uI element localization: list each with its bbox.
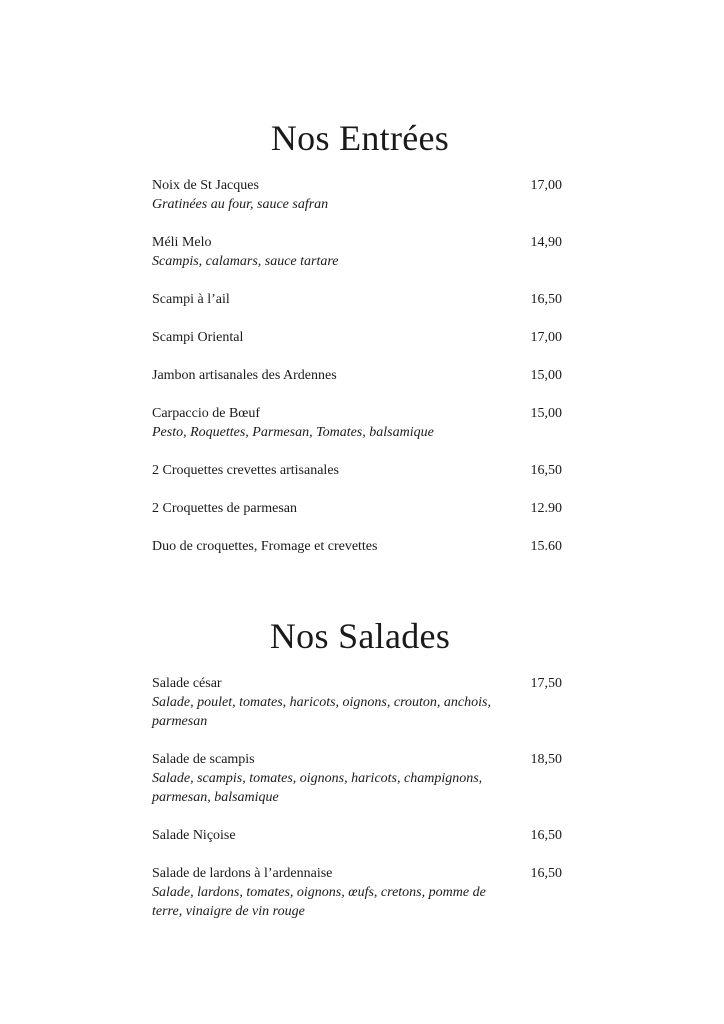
item-description: Salade, poulet, tomates, haricots, oignons, crouton, anchois, parmesan <box>152 695 491 729</box>
menu-item <box>152 176 562 214</box>
section-entrees <box>152 116 562 575</box>
item-price: 17,00 <box>530 178 562 193</box>
item-description: Salade, lardons, tomates, oignons, œufs, cretons, pomme de terre, vinaigre de vin rouge <box>152 885 486 919</box>
menu-item <box>152 864 562 921</box>
item-price: 14,90 <box>530 235 562 250</box>
item-name: Scampi Oriental <box>152 330 244 345</box>
menu-item <box>152 750 562 807</box>
section-title-salades: Nos Salades <box>269 616 451 656</box>
item-name: Scampi à l’ail <box>152 292 230 307</box>
item-price: 15,00 <box>530 406 562 421</box>
item-name: Noix de St Jacques <box>152 178 259 193</box>
entrees-list <box>152 176 562 556</box>
item-name: Duo de croquettes, Fromage et crevettes <box>152 539 378 554</box>
item-name: Salade Niçoise <box>152 828 236 843</box>
item-price: 12.90 <box>530 501 562 516</box>
item-name: Salade de lardons à l’ardennaise <box>152 866 333 881</box>
item-price: 15.60 <box>530 539 562 554</box>
item-name: Salade césar <box>152 676 222 691</box>
menu-item <box>152 233 562 271</box>
item-description: Scampis, calamars, sauce tartare <box>152 254 339 269</box>
item-price: 16,50 <box>530 866 562 881</box>
item-price: 17,50 <box>530 676 562 691</box>
item-price: 16,50 <box>530 463 562 478</box>
item-price: 17,00 <box>530 330 562 345</box>
item-price: 15,00 <box>530 368 562 383</box>
menu-item <box>152 826 562 845</box>
salades-list <box>152 674 562 921</box>
item-description: Pesto, Roquettes, Parmesan, Tomates, balsamique <box>152 425 434 440</box>
item-name: Salade de scampis <box>152 752 255 767</box>
item-description: Salade, scampis, tomates, oignons, haricots, champignons, parmesan, balsamique <box>152 771 483 805</box>
item-name: 2 Croquettes de parmesan <box>152 501 298 516</box>
item-price: 18,50 <box>530 752 562 767</box>
section-title-entrees: Nos Entrées <box>270 118 450 158</box>
item-price: 16,50 <box>530 292 562 307</box>
item-name: Méli Melo <box>152 235 212 250</box>
menu-item <box>152 366 562 385</box>
menu-item <box>152 674 562 731</box>
item-price: 16,50 <box>530 828 562 843</box>
menu-item <box>152 537 562 556</box>
menu-item <box>152 290 562 309</box>
item-name: Carpaccio de Bœuf <box>152 406 261 421</box>
menu-item <box>152 461 562 480</box>
menu-item <box>152 328 562 347</box>
section-salades <box>152 614 562 940</box>
item-name: Jambon artisanales des Ardennes <box>152 368 337 383</box>
item-name: 2 Croquettes crevettes artisanales <box>152 463 339 478</box>
menu-item <box>152 404 562 442</box>
menu-item <box>152 499 562 518</box>
item-description: Gratinées au four, sauce safran <box>152 197 329 212</box>
